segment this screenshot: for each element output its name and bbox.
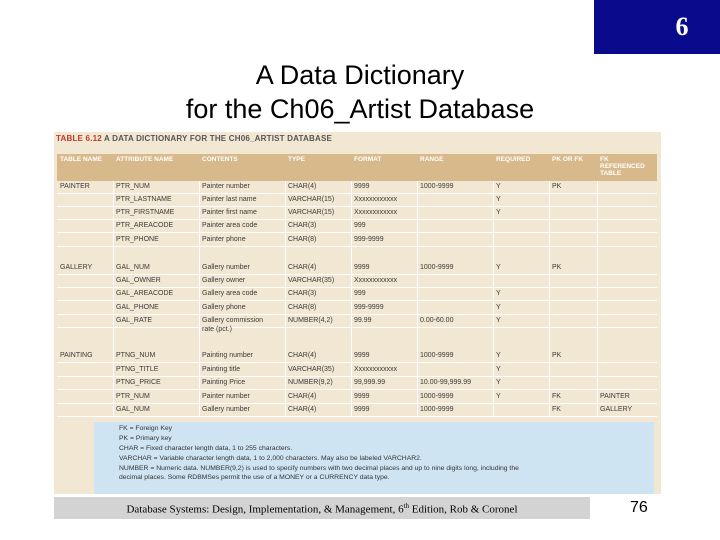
table-cell: VARCHAR(35)	[288, 277, 335, 284]
table-cell: GAL_NUM	[116, 406, 150, 413]
table-cell: Gallery owner	[202, 277, 246, 284]
row-divider	[57, 274, 657, 275]
table-cell: 9999	[354, 352, 370, 359]
chapter-number: 6	[675, 12, 689, 41]
table-cell: PTNG_PRICE	[116, 379, 161, 386]
table-cell: 999-9999	[354, 304, 384, 311]
row-divider	[57, 314, 657, 315]
table-cell: 99,999.99	[354, 379, 386, 386]
table-cell: Xxxxxxxxxxxx	[354, 277, 398, 284]
table-cell: 9999	[354, 406, 370, 413]
table-cell: Y	[496, 196, 501, 203]
row-divider	[57, 416, 657, 417]
legend-line: CHAR = Fixed character length data, 1 to 255 characters.	[119, 445, 293, 452]
legend-line: FK = Foreign Key	[119, 425, 173, 432]
table-cell: 99.99	[354, 317, 372, 324]
table-header-cell: TABLE NAME	[60, 156, 103, 163]
table-caption	[56, 134, 332, 143]
footer-citation	[54, 502, 590, 516]
column-divider	[351, 181, 352, 417]
table-cell: Y	[496, 264, 501, 271]
table-cell: 1000-9999	[420, 352, 454, 359]
column-divider	[549, 181, 550, 417]
data-dictionary-table	[54, 132, 661, 494]
table-cell: Painting title	[202, 366, 241, 373]
table-cell: FK	[552, 406, 561, 413]
table-cell: FK	[552, 393, 561, 400]
row-divider	[57, 246, 657, 247]
table-cell: Xxxxxxxxxxxx	[354, 209, 398, 216]
table-cell: VARCHAR(15)	[288, 196, 335, 203]
table-cell: Painter phone	[202, 236, 246, 243]
table-caption-number: TABLE 6.12	[56, 134, 102, 143]
row-divider	[57, 362, 657, 363]
column-divider	[285, 181, 286, 417]
table-header-cell: PK OR FK	[552, 156, 584, 163]
slide-title-line2: for the Ch06_Artist Database	[185, 94, 535, 124]
table-cell: GAL_OWNER	[116, 277, 161, 284]
column-divider	[493, 181, 494, 417]
row-divider	[57, 206, 657, 207]
row-divider	[57, 193, 657, 194]
table-header-cell: REQUIRED	[496, 156, 531, 163]
table-cell: CHAR(4)	[288, 183, 317, 190]
table-cell: GALLERY	[60, 264, 93, 271]
footer-citation-sup: th	[403, 502, 410, 510]
table-header-cell: TYPE	[288, 156, 305, 163]
row-divider	[57, 327, 657, 328]
column-divider	[113, 181, 114, 417]
table-cell: 1000-9999	[420, 183, 454, 190]
table-cell: Xxxxxxxxxxxx	[354, 366, 398, 373]
table-cell: NUMBER(4,2)	[288, 317, 333, 324]
table-cell: CHAR(3)	[288, 290, 317, 297]
table-cell: VARCHAR(15)	[288, 209, 335, 216]
table-cell: Y	[496, 304, 501, 311]
table-cell: PTNG_TITLE	[116, 366, 159, 373]
chapter-badge	[594, 0, 720, 54]
row-divider	[57, 300, 657, 301]
table-cell: 1000-9999	[420, 393, 454, 400]
table-cell: PK	[552, 264, 562, 271]
table-cell: Painter area code	[202, 222, 258, 229]
table-cell: GAL_AREACODE	[116, 290, 174, 297]
footer-citation-post: Edition, Rob & Coronel	[409, 503, 518, 516]
table-cell: GAL_RATE	[116, 317, 153, 324]
slide-title-line1: A Data Dictionary	[255, 60, 465, 90]
table-cell: 9999	[354, 264, 370, 271]
table-cell: 999	[354, 290, 366, 297]
table-cell: PTR_LASTNAME	[116, 196, 172, 203]
table-cell: 1000-9999	[420, 264, 454, 271]
table-header-cell: FK REFERENCED TABLE	[600, 156, 645, 177]
table-cell: Painter first name	[202, 209, 257, 216]
table-legend	[94, 422, 654, 494]
table-header-cell: RANGE	[420, 156, 444, 163]
table-cell: 0.00-60.00	[420, 317, 454, 324]
legend-line: PK = Primary key	[119, 435, 172, 442]
page-number: 76	[630, 499, 648, 516]
table-header-cell: CONTENTS	[202, 156, 238, 163]
table-cell: PTR_AREACODE	[116, 222, 174, 229]
row-divider	[57, 287, 657, 288]
table-cell: 999-9999	[354, 236, 384, 243]
legend-line: decimal places. Some RDBMSes permit the use of a MONEY or a CURRENCY data type.	[119, 474, 390, 481]
table-cell: Y	[496, 317, 501, 324]
footer-citation-pre: Database Systems: Design, Implementation, & Management, 6	[126, 503, 404, 516]
table-cell: rate (pct.)	[202, 326, 232, 333]
table-cell: 10.00-99,999.99	[420, 379, 471, 386]
row-divider	[57, 376, 657, 377]
table-cell: 9999	[354, 393, 370, 400]
table-cell: PAINTER	[60, 183, 90, 190]
table-cell: Painter number	[202, 393, 250, 400]
row-divider	[57, 403, 657, 404]
table-cell: Gallery phone	[202, 304, 246, 311]
table-cell: Y	[496, 352, 501, 359]
table-cell: GAL_NUM	[116, 264, 150, 271]
table-cell: Painting number	[202, 352, 253, 359]
legend-line: NUMBER = Numeric data. NUMBER(9,2) is used to specify numbers with two decimal places and up to nine digits long, including the	[119, 465, 519, 472]
table-cell: Gallery area code	[202, 290, 258, 297]
table-cell: PK	[552, 352, 562, 359]
column-divider	[597, 181, 598, 417]
row-divider	[57, 219, 657, 220]
table-cell: PAINTING	[60, 352, 93, 359]
table-cell: CHAR(4)	[288, 264, 317, 271]
table-cell: CHAR(8)	[288, 304, 317, 311]
table-header-cell: FORMAT	[354, 156, 382, 163]
table-cell: 9999	[354, 183, 370, 190]
table-cell: Y	[496, 209, 501, 216]
table-cell: Y	[496, 379, 501, 386]
table-cell: Gallery commission	[202, 317, 264, 324]
table-cell: CHAR(3)	[288, 222, 317, 229]
table-cell: PK	[552, 183, 562, 190]
table-cell: GAL_PHONE	[116, 304, 159, 311]
table-header-cell: ATTRIBUTE NAME	[116, 156, 174, 163]
slide-title	[100, 58, 620, 126]
table-cell: PTR_NUM	[116, 393, 150, 400]
legend-line: VARCHAR = Variable character length data, 1 to 2,000 characters. May also be labeled VARCHAR2.	[119, 455, 422, 462]
table-cell: Painting Price	[202, 379, 246, 386]
table-cell: Painter number	[202, 183, 250, 190]
table-cell: GALLERY	[600, 406, 633, 413]
table-cell: Y	[496, 183, 501, 190]
table-cell: CHAR(4)	[288, 393, 317, 400]
table-cell: CHAR(8)	[288, 236, 317, 243]
table-cell: 999	[354, 222, 366, 229]
table-cell: Xxxxxxxxxxxx	[354, 196, 398, 203]
table-cell: PTR_FIRSTNAME	[116, 209, 175, 216]
table-cell: Y	[496, 393, 501, 400]
table-cell: VARCHAR(35)	[288, 366, 335, 373]
table-caption-text: A DATA DICTIONARY FOR THE CH06_ARTIST DATABASE	[104, 134, 333, 143]
table-cell: Y	[496, 366, 501, 373]
table-cell: CHAR(4)	[288, 352, 317, 359]
table-cell: 1000-9999	[420, 406, 454, 413]
row-divider	[57, 389, 657, 390]
table-cell: Y	[496, 290, 501, 297]
table-cell: CHAR(4)	[288, 406, 317, 413]
row-divider	[57, 232, 657, 233]
column-divider	[199, 181, 200, 417]
table-cell: NUMBER(9,2)	[288, 379, 333, 386]
column-divider	[417, 181, 418, 417]
table-cell: Painter last name	[202, 196, 257, 203]
table-cell: PAINTER	[600, 393, 630, 400]
table-cell: PTNG_NUM	[116, 352, 156, 359]
table-cell: PTR_PHONE	[116, 236, 159, 243]
table-cell: Gallery number	[202, 406, 250, 413]
table-cell: PTR_NUM	[116, 183, 150, 190]
table-cell: Gallery number	[202, 264, 250, 271]
